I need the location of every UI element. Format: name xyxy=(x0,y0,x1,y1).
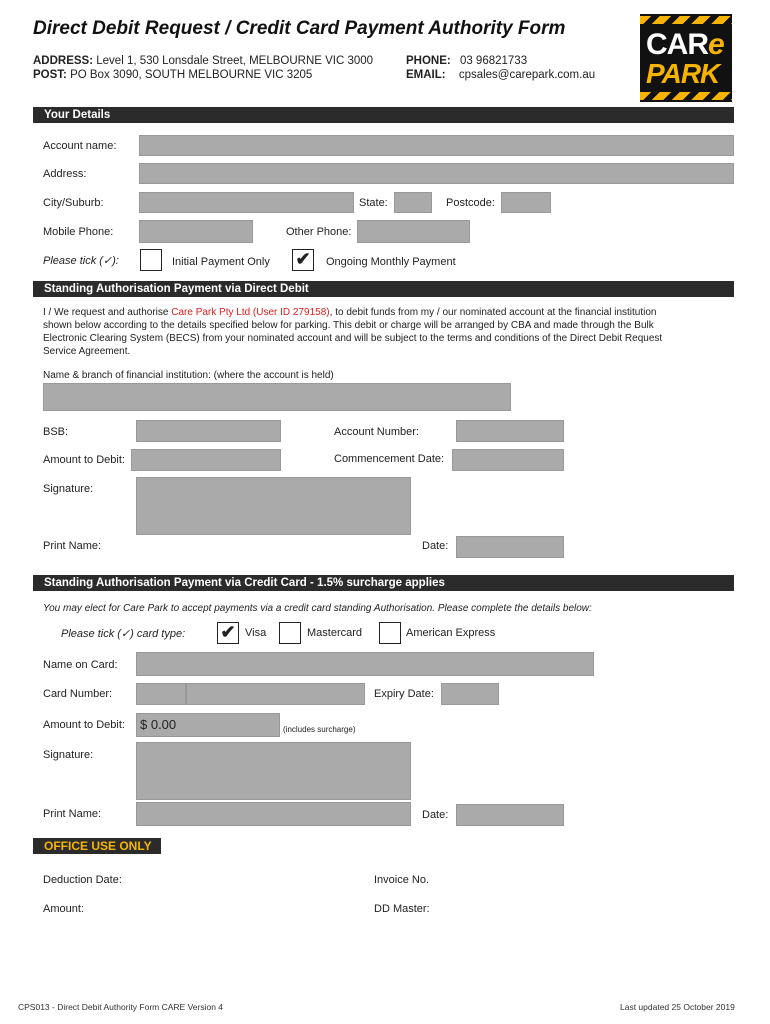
other-phone-field[interactable] xyxy=(357,220,470,243)
account-name-field[interactable] xyxy=(139,135,734,156)
direct-debit-authorisation-text: I / We request and authorise Care Park Pty Ltd (User ID 279158), to debit funds from my / our nominated account at the financial institution shown below according to the details specified below for parking. This debit or charge will be arranged by CBA and made through the Bulk Electronic Clearing System (BECS) from your nominated account and will be subject to the terms and conditions of the Direct Debit Request Service Agreement. xyxy=(43,307,663,357)
dd-amount-label: Amount to Debit: xyxy=(43,454,125,466)
mastercard-label: Mastercard xyxy=(307,627,363,639)
post-label: POST: xyxy=(33,69,67,81)
postcode-label: Postcode: xyxy=(446,197,495,209)
invoice-label: Invoice No. xyxy=(374,874,430,886)
logo-stripe-top xyxy=(640,16,732,24)
care-park-logo xyxy=(640,14,732,102)
office-use-heading: OFFICE USE ONLY xyxy=(33,838,161,854)
account-number-label: Account Number: xyxy=(334,426,419,438)
credit-card-intro: You may elect for Care Park to accept payments via a credit card standing Authorisation. Please complete the details below: xyxy=(43,603,592,614)
logo-text-park: PARK xyxy=(646,58,720,89)
cc-amount-field[interactable]: $ 0.00 xyxy=(136,713,280,737)
address-field[interactable] xyxy=(139,163,734,184)
bsb-field[interactable] xyxy=(136,420,281,442)
ongoing-payment-label: Ongoing Monthly Payment xyxy=(326,256,456,268)
dd-date-label: Date: xyxy=(422,540,449,552)
commencement-field[interactable] xyxy=(452,449,564,471)
commencement-label: Commencement Date: xyxy=(334,453,445,465)
card-number-field-2[interactable] xyxy=(186,683,365,705)
dd-signature-label: Signature: xyxy=(43,483,94,495)
office-amount-label: Amount: xyxy=(43,903,84,915)
address-label: ADDRESS: xyxy=(33,55,94,67)
post-line xyxy=(33,69,312,81)
postcode-field[interactable] xyxy=(501,192,551,213)
form-title: Direct Debit Request / Credit Card Payment Authority Form xyxy=(33,18,566,39)
dd-print-name-label: Print Name: xyxy=(43,540,102,552)
bsb-label: BSB: xyxy=(43,426,69,438)
expiry-field[interactable] xyxy=(441,683,499,705)
cc-date-label: Date: xyxy=(422,809,449,821)
visa-label: Visa xyxy=(245,627,267,639)
direct-debit-heading: Standing Authorisation Payment via Direct Debit xyxy=(33,281,734,297)
dd-date-field[interactable] xyxy=(456,536,564,558)
cc-signature-field[interactable] xyxy=(136,742,411,800)
email-label: EMAIL: xyxy=(406,69,446,81)
dd-signature-field[interactable] xyxy=(136,477,411,535)
name-on-card-field[interactable] xyxy=(136,652,594,676)
cc-print-name-field[interactable] xyxy=(136,802,411,826)
institution-field[interactable] xyxy=(43,383,511,411)
post-value: PO Box 3090, SOUTH MELBOURNE VIC 3205 xyxy=(70,69,313,81)
name-on-card-label: Name on Card: xyxy=(43,659,118,671)
cc-signature-label: Signature: xyxy=(43,749,94,761)
cc-print-name-label: Print Name: xyxy=(43,808,102,820)
email-value[interactable]: cpsales@carepark.com.au xyxy=(458,69,596,81)
amex-checkbox[interactable] xyxy=(379,622,401,644)
institution-label: Name & branch of financial institution: (where the account is held) xyxy=(43,370,334,381)
footer-last-updated: Last updated 25 October 2019 xyxy=(620,1002,735,1012)
initial-payment-checkbox[interactable] xyxy=(140,249,162,271)
card-type-label: Please tick (✓) card type: xyxy=(61,628,186,640)
mobile-label: Mobile Phone: xyxy=(43,226,114,238)
mobile-field[interactable] xyxy=(139,220,253,243)
ongoing-payment-checkbox[interactable]: ✔ xyxy=(292,249,314,271)
includes-surcharge-note: (includes surcharge) xyxy=(283,725,356,734)
your-details-heading: Your Details xyxy=(33,107,734,123)
dd-master-label: DD Master: xyxy=(374,903,430,915)
credit-card-heading: Standing Authorisation Payment via Credit Card - 1.5% surcharge applies xyxy=(33,575,734,591)
dd-amount-field[interactable] xyxy=(131,449,281,471)
phone-label: PHONE: xyxy=(406,55,451,67)
phone-line xyxy=(406,55,527,67)
state-field[interactable] xyxy=(394,192,432,213)
email-line xyxy=(406,69,595,81)
cc-amount-label: Amount to Debit: xyxy=(43,719,125,731)
deduction-date-label: Deduction Date: xyxy=(43,874,122,886)
expiry-label: Expiry Date: xyxy=(374,688,434,700)
other-phone-label: Other Phone: xyxy=(286,226,352,238)
city-field[interactable] xyxy=(139,192,354,213)
visa-checkbox[interactable]: ✔ xyxy=(217,622,239,644)
cc-date-field[interactable] xyxy=(456,804,564,826)
account-name-label: Account name: xyxy=(43,140,117,152)
account-number-field[interactable] xyxy=(456,420,564,442)
address-line xyxy=(33,55,373,67)
address-value: Level 1, 530 Lonsdale Street, MELBOURNE VIC 3000 xyxy=(96,55,374,67)
phone-value: 03 96821733 xyxy=(459,55,528,67)
card-number-field-1[interactable] xyxy=(136,683,186,705)
city-label: City/Suburb: xyxy=(43,197,104,209)
initial-payment-label: Initial Payment Only xyxy=(172,256,270,268)
logo-stripe-bottom xyxy=(640,92,732,100)
state-label: State: xyxy=(359,197,388,209)
card-number-label: Card Number: xyxy=(43,688,113,700)
please-tick-label: Please tick (✓): xyxy=(43,255,119,267)
footer-form-id: CPS013 - Direct Debit Authority Form CARE Version 4 xyxy=(18,1002,224,1012)
logo-text-care: CARe xyxy=(646,28,724,61)
address-label: Address: xyxy=(43,168,87,180)
mastercard-checkbox[interactable] xyxy=(279,622,301,644)
user-id-text: Care Park Pty Ltd (User ID 279158) xyxy=(171,307,330,318)
amex-label: American Express xyxy=(406,627,496,639)
